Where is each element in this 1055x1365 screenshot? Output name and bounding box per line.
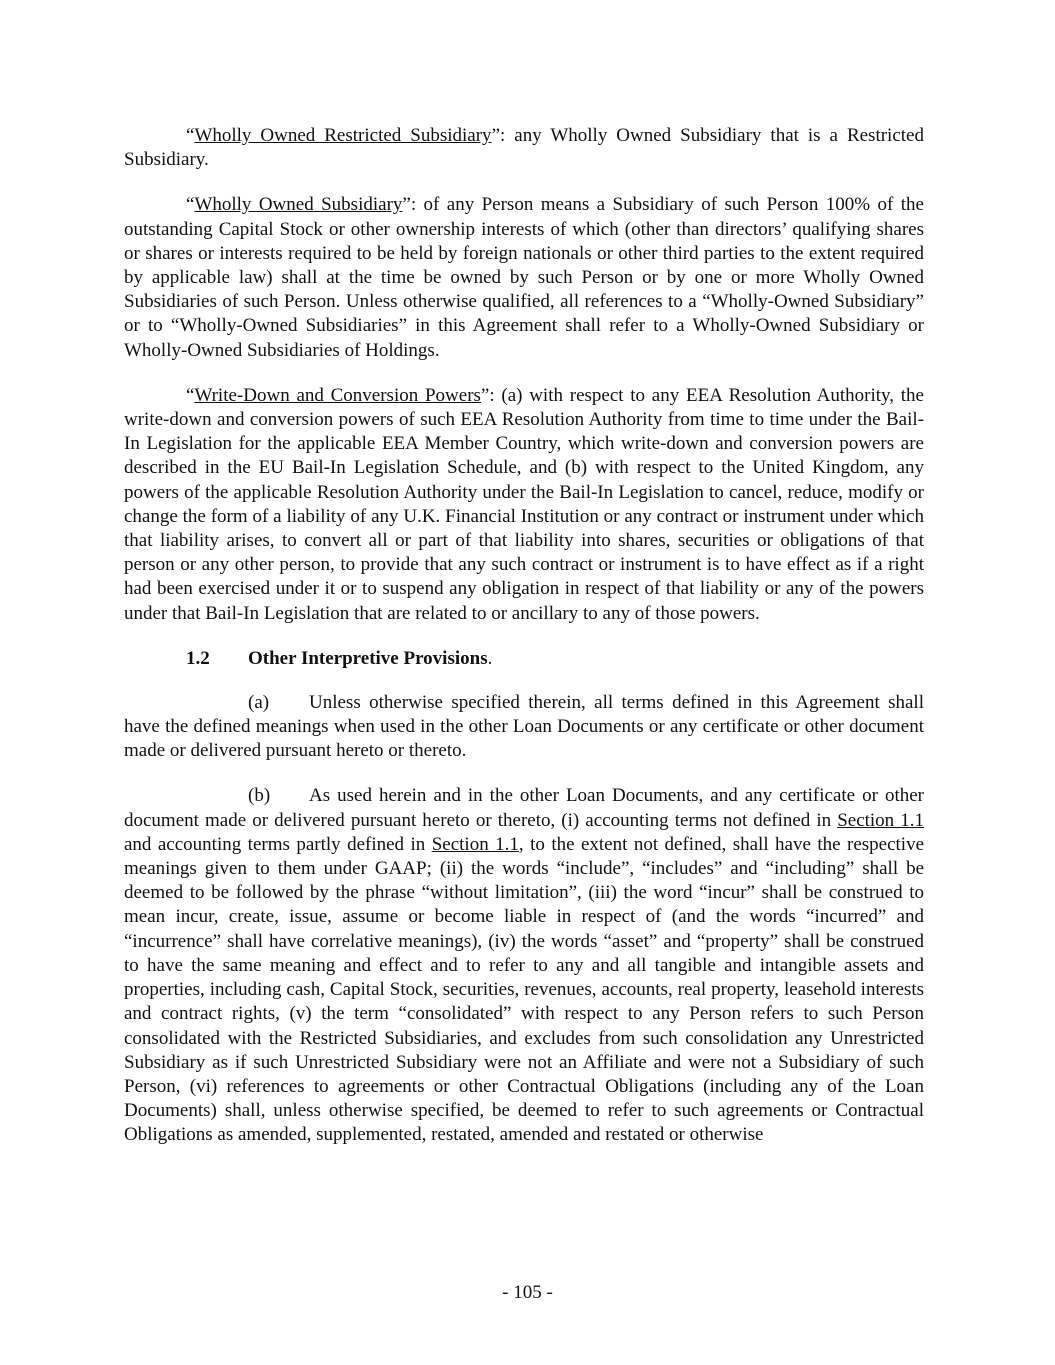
section-title: Other Interpretive Provisions — [248, 647, 488, 669]
definition-body: of any Person means a Subsidiary of such Person 100% of the outstanding Capital Stock or other ownership interests of which (other than directors’ qualifying shares or shares or interests required to be held by foreign nationals or other third parties to the extent required by applicable law) shall at the time be owned by such Person or by one or more Wholly Owned Subsidiaries of such Person. Unless otherwise qualified, all references to a “Wholly-Owned Subsidiary” or to “Wholly-Owned Subsidiaries” in this Agreement shall refer to a Wholly-Owned Subsidiary or Wholly-Owned Subsidiaries of Holdings. — [124, 194, 924, 361]
page-number: - 105 - — [502, 1282, 553, 1303]
definition-wholly-owned-restricted-subsidiary — [124, 124, 924, 172]
definition-wholly-owned-subsidiary — [124, 193, 924, 362]
definition-body: any Wholly Owned Subsidiary that is a Restricted Subsidiary. — [124, 125, 924, 171]
section-number: 1.2 — [186, 647, 210, 669]
clause-text: , to the extent not defined, shall have the respective meanings given to them under GAAP; (ii) the words “include”, “includes” and “including” shall be deemed to be followed by the phrase “without limitation”, (iii) the word “incur” shall be construed to mean incur, create, issue, assume or become liable in respect of (and the words “incurred” and “incurrence” shall have correlative meanings), (iv) the words “asset” and “property” shall be construed to have the same meaning and effect and to refer to any and all tangible and intangible assets and properties, including cash, Capital Stock, securities, revenues, accounts, real property, leasehold interests and contract rights, (v) the term “consolidated” with respect to any Person refers to such Person consolidated with the Restricted Subsidiaries, and excludes from such consolidation any Unrestricted Subsidiary as if such Unrestricted Subsidiary were not an Affiliate and were not a Subsidiary of such Person, (vi) references to agreements or other Contractual Obligations (including any of the Loan Documents) shall, unless otherwise specified, be deemed to refer to such agreements or Contractual Obligations as amended, supplemented, restated, amended and restated or otherwise — [124, 833, 925, 1146]
section-reference: Section 1.1 — [431, 833, 519, 855]
definition-open-quote: “ — [186, 384, 195, 406]
section-title-period: . — [487, 647, 493, 669]
definition-open-quote: “ — [186, 125, 195, 146]
definition-close-quote: ”: — [491, 125, 506, 146]
definition-write-down-and-conversion-powers — [124, 384, 924, 626]
clause-text: As used herein and in the other Loan Documents, and any certificate or other document made or delivered pursuant hereto or thereto, (i) accounting terms not defined in — [124, 785, 924, 831]
defined-term: Write-Down and Conversion Powers — [194, 384, 481, 406]
definition-close-quote: ”: — [480, 384, 495, 406]
definition-close-quote: ”: — [402, 194, 417, 216]
clause-label: (b) — [248, 785, 271, 807]
defined-term: Wholly Owned Restricted Subsidiary — [194, 125, 492, 146]
defined-term: Wholly Owned Subsidiary — [194, 194, 403, 216]
clause-b — [124, 784, 924, 1147]
document-page — [124, 124, 924, 1169]
clause-a — [124, 691, 924, 764]
section-heading — [124, 647, 924, 671]
definition-body: (a) with respect to any EEA Resolution Authority, the write-down and conversion powers of such EEA Resolution Authority from time to time under the Bail-In Legislation for the applicable EEA Member Country, which write-down and conversion powers are described in the EU Bail-In Legislation Schedule, and (b) with respect to the United Kingdom, any powers of the applicable Resolution Authority under the Bail-In Legislation to cancel, reduce, modify or change the form of a liability of any U.K. Financial Institution or any contract or instrument under which that liability arises, to convert all or part of that liability into shares, securities or obligations of that person or any other person, to provide that any such contract or instrument is to have effect as if a right had been exercised under it or to suspend any obligation in respect of that liability or any of the powers under that Bail-In Legislation that are related to or ancillary to any of those powers. — [124, 384, 924, 624]
section-reference: Section 1.1 — [837, 809, 924, 831]
clause-text: and accounting terms partly defined in — [124, 833, 432, 855]
clause-label: (a) — [248, 691, 270, 713]
clause-text: Unless otherwise specified therein, all terms defined in this Agreement shall have the defined meanings when used in the other Loan Documents or any certificate or other document made or delivered pursuant hereto or thereto. — [124, 691, 924, 762]
definition-open-quote: “ — [186, 194, 195, 216]
